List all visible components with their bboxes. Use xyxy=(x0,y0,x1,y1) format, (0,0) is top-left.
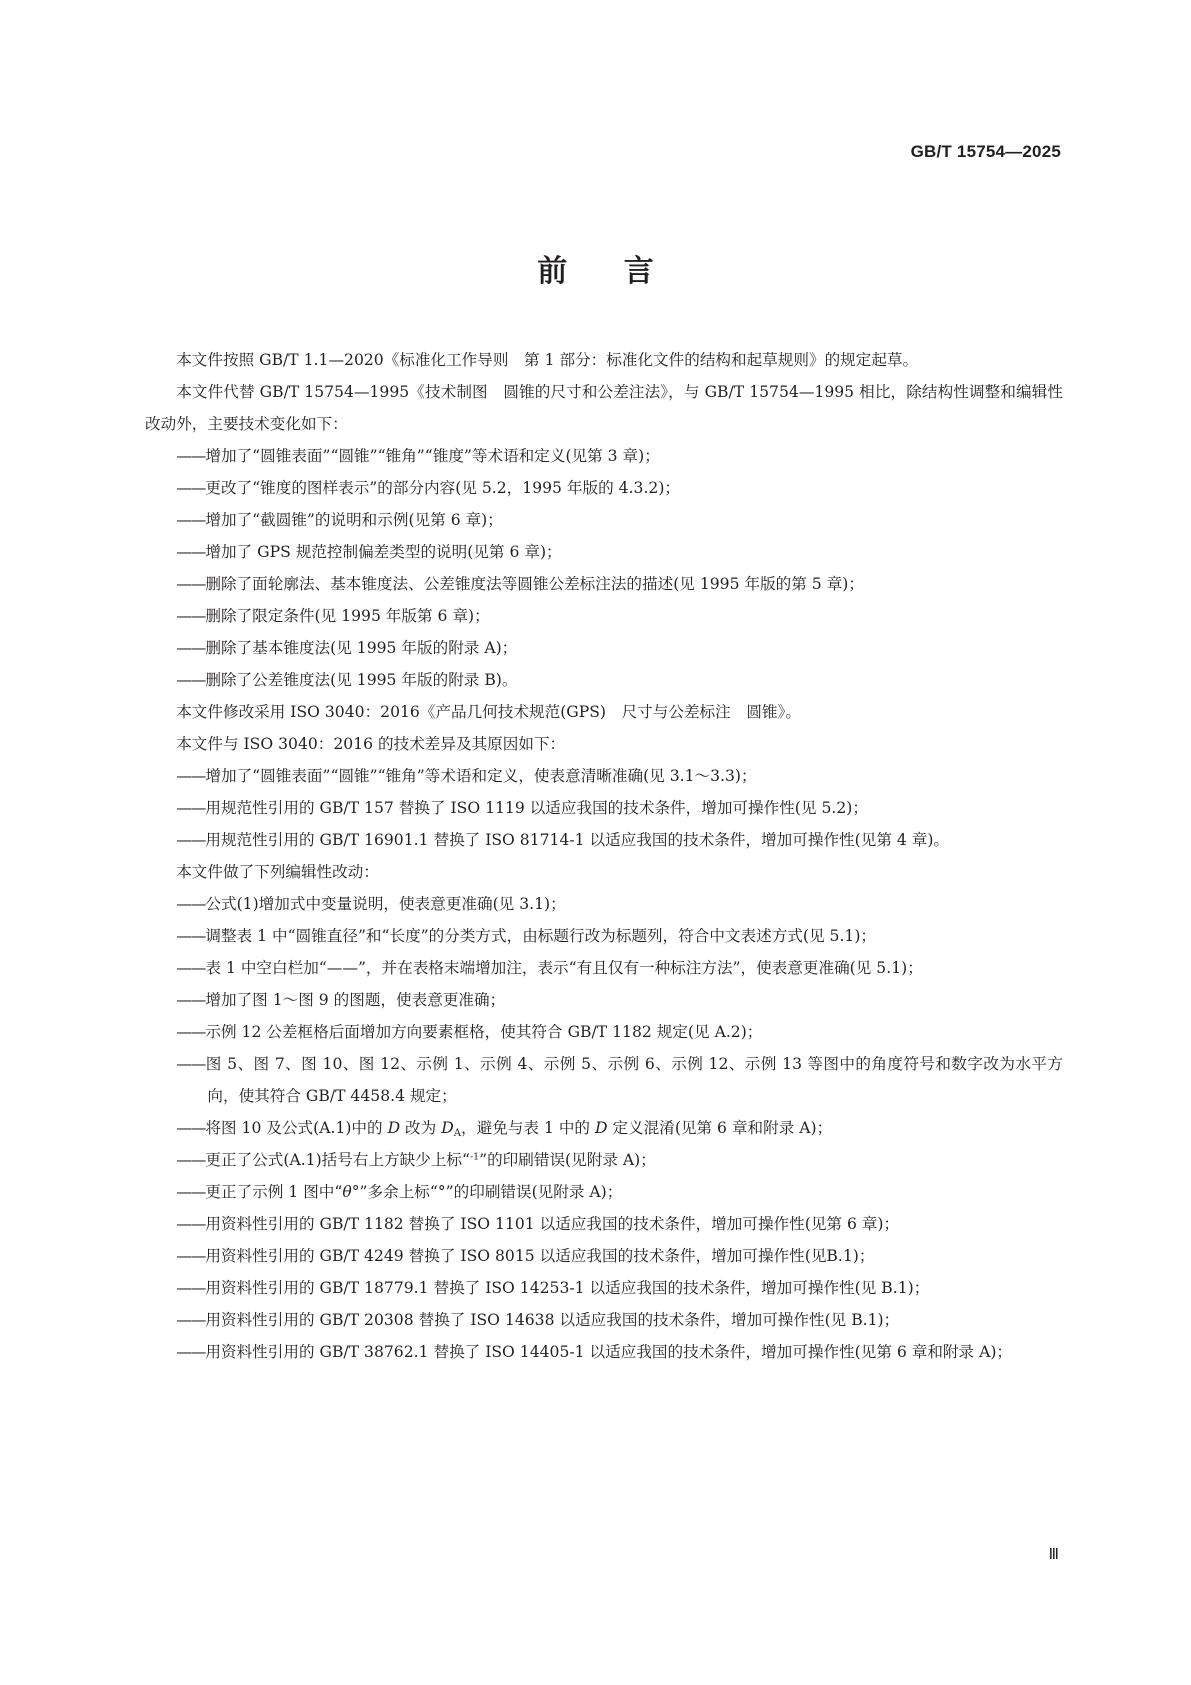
dash-marker: —— xyxy=(176,959,206,977)
subscript-a: A xyxy=(453,1128,462,1140)
dash-marker: —— xyxy=(176,1055,206,1073)
dash-marker: —— xyxy=(176,607,206,625)
list-item xyxy=(145,1144,1063,1176)
dash-marker: —— xyxy=(176,1215,206,1233)
list-item-text: 删除了公差锥度法(见 1995 年版的附录 B)。 xyxy=(205,671,518,689)
list-item-text: 更改了“锥度的图样表示”的部分内容(见 5.2，1995 年版的 4.3.2)； xyxy=(205,479,681,497)
dash-marker: —— xyxy=(176,767,206,785)
list-item xyxy=(145,1272,1063,1304)
paragraph-differences: 本文件与 ISO 3040：2016 的技术差异及其原因如下： xyxy=(176,735,566,753)
list-item-text: 用资料性引用的 GB/T 20308 替换了 ISO 14638 以适应我国的技术条件，增加可操作性(见 B.1)； xyxy=(205,1311,900,1329)
editorial-changes-list xyxy=(145,888,1063,1368)
dash-marker: —— xyxy=(176,1119,206,1137)
list-item-text: 删除了基本锥度法(见 1995 年版的附录 A)； xyxy=(205,639,518,657)
text-segment: 将图 10 及公式(A.1)中的 xyxy=(205,1119,388,1137)
list-item xyxy=(145,472,1063,504)
page-number: Ⅲ xyxy=(1048,1547,1059,1563)
list-item-text: 增加了“圆锥表面”“圆锥”“锥角”等术语和定义，使表意清晰准确(见 3.1～3.3)； xyxy=(205,767,757,785)
list-item xyxy=(145,600,1063,632)
dash-marker: —— xyxy=(176,895,206,913)
dash-marker: —— xyxy=(176,511,206,529)
list-item xyxy=(145,760,1063,792)
dash-marker: —— xyxy=(176,991,206,1009)
dash-marker: —— xyxy=(176,447,206,465)
list-item xyxy=(145,664,1063,696)
list-item-text: 增加了 GPS 规范控制偏差类型的说明(见第 6 章)； xyxy=(205,543,562,561)
degree-symbol: ° xyxy=(351,1183,360,1201)
list-item xyxy=(145,568,1063,600)
list-item xyxy=(145,1016,1063,1048)
dash-marker: —— xyxy=(176,543,206,561)
dash-marker: —— xyxy=(176,831,206,849)
text-segment: 更正了示例 1 图中“ xyxy=(205,1183,343,1201)
paragraph-adoption: 本文件修改采用 ISO 3040：2016《产品几何技术规范(GPS) 尺寸与公差标注 圆锥》。 xyxy=(176,703,801,721)
list-item-text: 增加了图 1～图 9 的图题，使表意更准确； xyxy=(205,991,506,1009)
list-item-text: 用资料性引用的 GB/T 18779.1 替换了 ISO 14253-1 以适应我国的技术条件，增加可操作性(见 B.1)； xyxy=(205,1279,930,1297)
dash-marker: —— xyxy=(176,1151,206,1169)
list-item-text: 增加了“圆锥表面”“圆锥”“锥角”“锥度”等术语和定义(见第 3 章)； xyxy=(205,447,660,465)
variable-theta: θ xyxy=(342,1183,352,1201)
list-item xyxy=(145,1112,1063,1144)
text-segment: ”的印刷错误(见附录 A)； xyxy=(479,1151,656,1169)
list-item xyxy=(145,1208,1063,1240)
dash-marker: —— xyxy=(176,639,206,657)
body-text xyxy=(145,344,1063,1368)
superscript-minus-one: -1 xyxy=(469,1151,480,1163)
dash-marker: —— xyxy=(176,1279,206,1297)
list-item-text: 表 1 中空白栏加“——”，并在表格末端增加注，表示“有且仅有一种标注方法”，使表意更准确(见 5.1)； xyxy=(205,959,923,977)
list-item-text: 调整表 1 中“圆锥直径”和“长度”的分类方式，由标题行改为标题列，符合中文表述方式(见 5.1)； xyxy=(205,927,877,945)
paragraph-editorial: 本文件做了下列编辑性改动： xyxy=(176,863,379,881)
list-item-text: 用资料性引用的 GB/T 4249 替换了 ISO 8015 以适应我国的技术条件，增加可操作性(见B.1)； xyxy=(205,1247,875,1265)
dash-marker: —— xyxy=(176,1247,206,1265)
text-segment: ，避免与表 1 中的 xyxy=(461,1119,595,1137)
list-item-text: 用资料性引用的 GB/T 38762.1 替换了 ISO 14405-1 以适应我国的技术条件，增加可操作性(见第 6 章和附录 A)； xyxy=(205,1343,1013,1361)
technical-differences-list xyxy=(145,760,1063,856)
page-title: 前 言 xyxy=(537,254,654,289)
paragraph-drafting-rules: 本文件按照 GB/T 1.1—2020《标准化工作导则 第 1 部分：标准化文件的结构和起草规则》的规定起草。 xyxy=(176,351,919,369)
list-item-text: 公式(1)增加式中变量说明，使表意更准确(见 3.1)； xyxy=(205,895,566,913)
variable-d: D xyxy=(594,1119,608,1137)
dash-marker: —— xyxy=(176,1311,206,1329)
list-item-text: 用资料性引用的 GB/T 1182 替换了 ISO 1101 以适应我国的技术条件，增加可操作性(见第 6 章)； xyxy=(205,1215,900,1233)
dash-marker: —— xyxy=(176,671,206,689)
list-item xyxy=(145,824,1063,856)
technical-changes-list xyxy=(145,440,1063,696)
dash-marker: —— xyxy=(176,1023,206,1041)
dash-marker: —— xyxy=(176,1343,206,1361)
list-item xyxy=(145,888,1063,920)
dash-marker: —— xyxy=(176,479,206,497)
paragraph-replacement: 本文件代替 GB/T 15754—1995《技术制图 圆锥的尺寸和公差注法》，与 GB/T 15754—1995 相比，除结构性调整和编辑性改动外，主要技术变化如下： xyxy=(145,383,1063,433)
variable-d: D xyxy=(387,1119,401,1137)
dash-marker: —— xyxy=(176,799,206,817)
text-segment: ”多余上标“°”的印刷错误(见附录 A)； xyxy=(359,1183,623,1201)
list-item xyxy=(145,536,1063,568)
list-item-text: 图 5、图 7、图 10、图 12、示例 1、示例 4、示例 5、示例 6、示例 12、示例 13 等图中的角度符号和数字改为水平方向，使其符合 GB/T 4458.4 规定； xyxy=(205,1055,1063,1105)
list-item xyxy=(145,632,1063,664)
list-item xyxy=(145,792,1063,824)
document-number: GB/T 15754—2025 xyxy=(910,142,1061,161)
list-item xyxy=(145,1304,1063,1336)
list-item xyxy=(145,952,1063,984)
list-item xyxy=(145,1048,1063,1112)
list-item xyxy=(145,984,1063,1016)
list-item xyxy=(145,1240,1063,1272)
dash-marker: —— xyxy=(176,927,206,945)
text-segment: 定义混淆(见第 6 章和附录 A)； xyxy=(607,1119,833,1137)
list-item-text: 增加了“截圆锥”的说明和示例(见第 6 章)； xyxy=(205,511,503,529)
list-item-text: 用规范性引用的 GB/T 16901.1 替换了 ISO 81714-1 以适应我国的技术条件，增加可操作性(见第 4 章)。 xyxy=(205,831,950,849)
list-item xyxy=(145,1176,1063,1208)
list-item-text: 删除了限定条件(见 1995 年版第 6 章)； xyxy=(205,607,490,625)
list-item xyxy=(145,440,1063,472)
variable-d-a: D xyxy=(441,1119,454,1137)
list-item-text: 用规范性引用的 GB/T 157 替换了 ISO 1119 以适应我国的技术条件，增加可操作性(见 5.2)； xyxy=(205,799,868,817)
dash-marker: —— xyxy=(176,1183,206,1201)
text-segment: 改为 xyxy=(400,1119,442,1137)
text-segment: 更正了公式(A.1)括号右上方缺少上标“ xyxy=(205,1151,470,1169)
list-item xyxy=(145,1336,1063,1368)
list-item xyxy=(145,504,1063,536)
list-item-text: 删除了面轮廓法、基本锥度法、公差锥度法等圆锥公差标注法的描述(见 1995 年版的第 5 章)； xyxy=(205,575,864,593)
list-item-text: 示例 12 公差框格后面增加方向要素框格，使其符合 GB/T 1182 规定(见 A.2)； xyxy=(205,1023,763,1041)
list-item xyxy=(145,920,1063,952)
dash-marker: —— xyxy=(176,575,206,593)
